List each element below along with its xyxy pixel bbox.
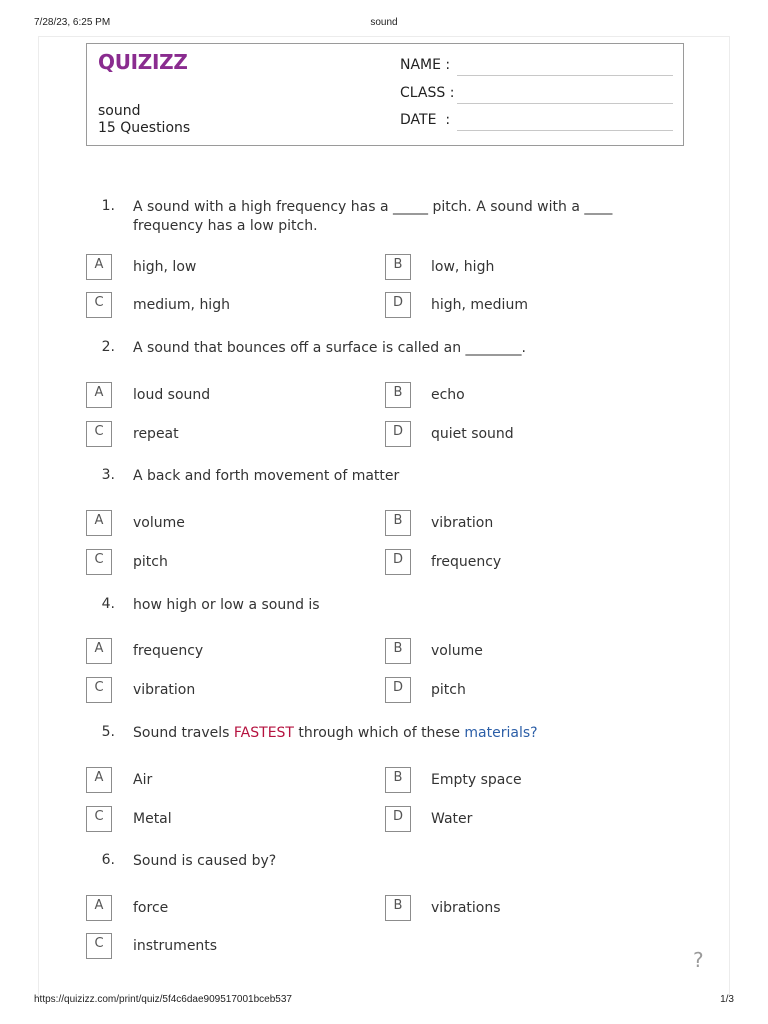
question-number: 2.: [101, 339, 115, 355]
page-indicator: 1/3: [720, 994, 734, 1005]
option-c-box: C: [86, 421, 112, 447]
option-a-text: high, low: [133, 259, 197, 275]
option-d-text: pitch: [431, 682, 466, 698]
question-text: Sound is caused by?: [133, 853, 277, 869]
option-d-text: high, medium: [431, 297, 528, 313]
option-b-box: B: [385, 510, 411, 536]
question-text: how high or low a sound is: [133, 597, 320, 613]
option-c-text: instruments: [133, 938, 218, 954]
option-a-box: A: [86, 767, 112, 793]
print-title: sound: [370, 17, 398, 28]
question-text: [133, 724, 683, 743]
option-b-text: volume: [431, 643, 483, 659]
option-c-box: C: [86, 677, 112, 703]
question-text-part: Sound travels: [133, 725, 234, 741]
question-text-part: through which of these: [293, 725, 465, 741]
option-a-box: A: [86, 895, 112, 921]
option-c-box: C: [86, 933, 112, 959]
quizizz-logo: QUIZIZZ: [98, 50, 188, 74]
option-b-text: low, high: [431, 259, 495, 275]
option-a-text: Air: [133, 772, 153, 788]
option-d-box: D: [385, 806, 411, 832]
option-c-box: C: [86, 806, 112, 832]
question-text: A sound that bounces off a surface is called an ________.: [133, 340, 526, 356]
option-b-text: vibrations: [431, 900, 501, 916]
option-c-text: vibration: [133, 682, 196, 698]
question-count: 15 Questions: [98, 120, 191, 136]
question-number: 1.: [101, 198, 115, 214]
option-b-text: echo: [431, 387, 465, 403]
option-c-text: pitch: [133, 554, 168, 570]
print-header: [0, 17, 768, 31]
option-a-text: loud sound: [133, 387, 211, 403]
option-d-text: frequency: [431, 554, 502, 570]
option-c-box: C: [86, 549, 112, 575]
print-footer: [0, 994, 768, 1008]
option-a-text: frequency: [133, 643, 204, 659]
option-a-box: A: [86, 510, 112, 536]
option-c-box: C: [86, 292, 112, 318]
worksheet-header: [86, 43, 684, 146]
date-line: [457, 130, 673, 131]
question-number: 6.: [101, 852, 115, 868]
question-number: 5.: [101, 724, 115, 740]
quiz-title: sound: [98, 103, 141, 119]
option-c-text: repeat: [133, 426, 179, 442]
print-datetime: 7/28/23, 6:25 PM: [34, 17, 111, 28]
option-d-box: D: [385, 292, 411, 318]
date-label: DATE :: [400, 112, 451, 128]
name-line: [457, 75, 673, 76]
option-b-box: B: [385, 382, 411, 408]
question-number: 3.: [101, 467, 115, 483]
option-d-box: D: [385, 677, 411, 703]
class-label: CLASS :: [400, 85, 455, 101]
option-b-box: B: [385, 895, 411, 921]
emphasis-materials: materials?: [464, 725, 538, 741]
option-b-box: B: [385, 767, 411, 793]
emphasis-fastest: FASTEST: [233, 725, 294, 741]
option-c-text: medium, high: [133, 297, 230, 313]
question-mark-icon[interactable]: ?: [693, 948, 704, 972]
option-b-text: vibration: [431, 515, 494, 531]
option-a-box: A: [86, 638, 112, 664]
option-c-text: Metal: [133, 811, 172, 827]
option-d-box: D: [385, 421, 411, 447]
option-d-box: D: [385, 549, 411, 575]
option-a-text: force: [133, 900, 169, 916]
option-a-text: volume: [133, 515, 185, 531]
option-d-text: quiet sound: [431, 426, 514, 442]
print-url: https://quizizz.com/print/quiz/5f4c6dae909517001bceb537: [34, 994, 292, 1005]
option-b-box: B: [385, 254, 411, 280]
class-line: [457, 103, 673, 104]
question-text: A sound with a high frequency has a _____ pitch. A sound with a ____ frequency has a low pitch.: [133, 199, 613, 234]
option-d-text: Water: [431, 811, 473, 827]
name-label: NAME :: [400, 57, 451, 73]
question-text: A back and forth movement of matter: [133, 468, 400, 484]
option-b-text: Empty space: [431, 772, 522, 788]
question-number: 4.: [101, 596, 115, 612]
option-a-box: A: [86, 254, 112, 280]
option-b-box: B: [385, 638, 411, 664]
option-a-box: A: [86, 382, 112, 408]
